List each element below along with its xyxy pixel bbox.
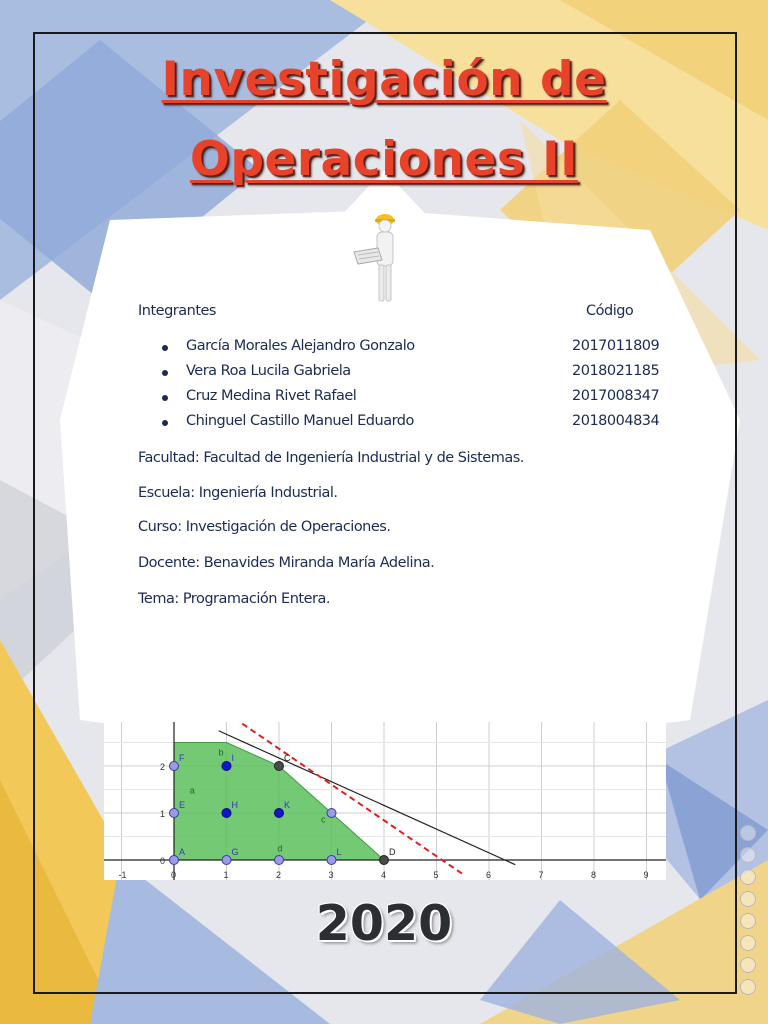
y-tick-label: 0 (160, 856, 166, 866)
member-code: 2017008347 (572, 388, 660, 404)
point-I (222, 762, 231, 771)
y-tick-label: 1 (160, 809, 166, 819)
x-tick-label: -1 (118, 870, 127, 880)
point-K (275, 809, 284, 818)
bullet-icon (162, 345, 168, 351)
point-L (327, 856, 336, 865)
point-label: K (284, 800, 291, 810)
point-E (170, 809, 179, 818)
point-unnamed (275, 856, 284, 865)
point-label: A (179, 847, 186, 857)
point-label: C (284, 753, 291, 763)
toolbar-icon[interactable] (740, 869, 756, 885)
x-tick-label: 1 (223, 870, 229, 880)
member-name: Vera Roa Lucila Gabriela (186, 363, 351, 379)
x-tick-label: 5 (433, 870, 439, 880)
member-code: 2017011809 (572, 338, 660, 354)
x-tick-label: 8 (591, 870, 597, 880)
point-label: G (231, 847, 239, 857)
segment-label: d (277, 843, 283, 854)
point-label: I (231, 753, 235, 763)
bullet-icon (162, 370, 168, 376)
point-label: F (179, 753, 185, 763)
code-header: Código (586, 303, 634, 319)
x-tick-label: 3 (328, 870, 334, 880)
point-F (170, 762, 179, 771)
toolbar-icon[interactable] (740, 891, 756, 907)
members-header: Integrantes (138, 303, 216, 319)
member-name: García Morales Alejandro Gonzalo (186, 338, 415, 354)
toolbar-icon[interactable] (740, 825, 756, 841)
member-code: 2018004834 (572, 413, 660, 429)
x-tick-label: 7 (538, 870, 544, 880)
point-label: H (231, 800, 238, 810)
point-label: D (389, 847, 396, 857)
x-tick-label: 0 (171, 870, 177, 880)
y-tick-label: 2 (160, 762, 166, 772)
topic-line: Tema: Programación Entera. (138, 591, 330, 607)
toolbar-icon[interactable] (740, 913, 756, 929)
engineer-with-blueprint-icon (352, 210, 412, 306)
member-code: 2018021185 (572, 363, 660, 379)
segment-label: a (189, 785, 195, 796)
page-title-line-2: Operaciones II (189, 132, 579, 187)
toolbar-icon[interactable] (740, 847, 756, 863)
teacher-line: Docente: Benavides Miranda María Adelina. (138, 555, 435, 571)
segment-label: b (218, 747, 224, 758)
point-label: L (336, 847, 342, 857)
point-unnamed (327, 809, 336, 818)
school-line: Escuela: Ingeniería Industrial. (138, 485, 338, 501)
x-tick-label: 9 (643, 870, 649, 880)
x-tick-label: 2 (276, 870, 282, 880)
x-tick-label: 6 (486, 870, 492, 880)
toolbar-icon[interactable] (740, 935, 756, 951)
year-label: 2020 (315, 895, 453, 952)
integer-programming-graph (104, 722, 666, 880)
point-A (170, 856, 179, 865)
point-C (275, 762, 284, 771)
point-G (222, 856, 231, 865)
page-title-line-1: Investigación de (161, 52, 607, 107)
bullet-icon (162, 420, 168, 426)
point-D (380, 856, 389, 865)
member-name: Cruz Medina Rivet Rafael (186, 388, 357, 404)
faculty-line: Facultad: Facultad de Ingeniería Industrial y de Sistemas. (138, 450, 524, 466)
point-label: E (179, 800, 186, 810)
segment-label: c (321, 814, 326, 825)
x-tick-label: 4 (381, 870, 387, 880)
toolbar-icon[interactable] (740, 979, 756, 995)
point-H (222, 809, 231, 818)
member-name: Chinguel Castillo Manuel Eduardo (186, 413, 414, 429)
course-line: Curso: Investigación de Operaciones. (138, 519, 391, 535)
bullet-icon (162, 395, 168, 401)
toolbar-icon[interactable] (740, 957, 756, 973)
